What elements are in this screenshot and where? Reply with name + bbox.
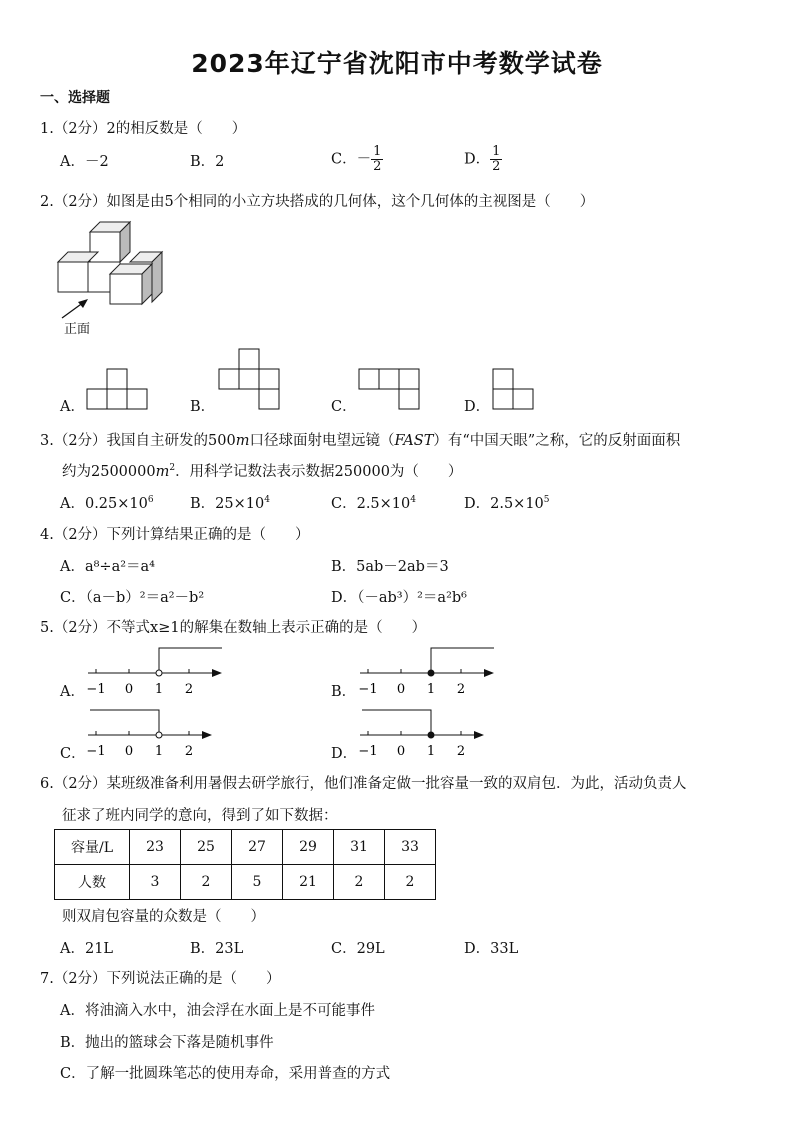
q3-line1-unit: m [235,433,250,449]
q5-a-tick-1: 1 [154,682,164,697]
table-cell: 31 [334,830,385,865]
q3-b-exp: 4 [264,495,270,506]
q2-cube-figure [50,220,170,320]
table-cell: 21 [283,865,334,900]
table-cell: 29 [283,830,334,865]
front-arrow-head [78,299,88,308]
table-cell: 25 [181,830,232,865]
table-cell: 3 [130,865,181,900]
q6-question: 则双肩包容量的众数是（ ） [62,909,265,925]
q5-option-d-numberline[interactable] [360,707,500,762]
q3-line2-pre: 约为2500000 [62,464,156,480]
q5-c-tick-neg1: −1 [86,744,106,759]
q5-b-tick-0: 0 [396,682,406,697]
q1-option-c[interactable] [331,145,383,174]
q3-b-base: B．25×10 [190,496,265,512]
q5-option-a-label[interactable]: A． [60,684,85,700]
table-header-count: 人数 [55,865,130,900]
q3-option-c[interactable] [331,492,416,513]
q7-option-c[interactable]: C．了解一批圆珠笔芯的使用寿命，采用普查的方式 [60,1066,391,1082]
q5-c-tick-1: 1 [154,744,164,759]
q1-option-c-fraction [371,145,383,174]
q5-option-c-numberline[interactable] [88,707,228,762]
q3-option-d[interactable] [464,492,550,513]
q5-d-tick-1: 1 [426,744,436,759]
q1-option-b[interactable]: B．2 [190,154,225,170]
q4-option-b[interactable]: B．5ab－2ab＝3 [331,559,449,575]
table-cell: 27 [232,830,283,865]
q5-d-tick-0: 0 [396,744,406,759]
q2-option-d-figure[interactable] [492,368,536,412]
q5-option-a-numberline[interactable] [88,645,228,700]
table-header-capacity: 容量/L [55,830,130,865]
section-heading: 一、选择题 [40,90,110,106]
q2-option-d-label[interactable]: D． [464,399,491,415]
q3-line1-pre: 3.（2分）我国自主研发的500 [40,433,236,449]
front-label: 正面 [64,322,91,337]
table-cell: 23 [130,830,181,865]
q6-stem-line2: 征求了班内同学的意向，得到了如下数据： [62,808,338,824]
q2-option-c-figure[interactable] [359,368,423,412]
q5-b-tick-1: 1 [426,682,436,697]
q7-option-b[interactable]: B．抛出的篮球会下落是随机事件 [60,1035,274,1051]
q1-d-denominator: 2 [492,159,501,174]
q3-d-exp: 5 [543,495,550,506]
q7-option-a[interactable]: A．将油滴入水中，油会浮在水面上是不可能事件 [60,1003,375,1019]
q4-option-a[interactable]: A．a⁸÷a²＝a⁴ [60,559,155,575]
table-cell: 2 [334,865,385,900]
q5-a-tick-0: 0 [124,682,134,697]
q1-option-d[interactable] [464,145,502,174]
q3-option-a[interactable] [60,492,154,513]
q5-stem: 5.（2分）不等式x≥1的解集在数轴上表示正确的是（ ） [40,620,427,636]
q5-b-tick-2: 2 [456,682,466,697]
q3-c-base: C．2.5×10 [331,496,411,512]
table-cell: 5 [232,865,283,900]
q3-line2-sup: 2 [169,463,176,474]
q3-line2-post: ．用科学记数法表示数据250000为（ ） [175,464,463,480]
q1-stem: 1.（2分）2的相反数是（ ） [40,121,247,137]
table-cell: 33 [385,830,436,865]
q1-option-a[interactable]: A．－2 [60,154,109,170]
q3-option-b[interactable] [190,492,270,513]
q4-option-c[interactable]: C．（a－b）²＝a²－b² [60,590,205,606]
q3-line2-unit: m [155,464,170,480]
q4-option-d[interactable]: D．（－ab³）²＝a²b⁶ [331,590,467,606]
q5-b-tick-neg1: −1 [358,682,378,697]
q5-d-tick-2: 2 [456,744,466,759]
q3-c-exp: 4 [410,495,416,506]
q3-line1-mid: 口径球面射电望远镜（ [249,433,395,449]
q5-option-d-label[interactable]: D． [331,746,358,762]
q5-option-c-label[interactable]: C． [60,746,86,762]
q6-option-c[interactable]: C．29L [331,941,385,957]
table-cell: 2 [385,865,436,900]
q3-d-base: D．2.5×10 [464,496,544,512]
q5-option-b-label[interactable]: B． [331,684,357,700]
q3-a-base: A．0.25×10 [60,496,148,512]
q3-line1-ital: FAST [394,433,434,449]
q1-option-d-prefix: D． [464,151,491,168]
q6-data-table [54,829,436,900]
q5-c-tick-2: 2 [184,744,194,759]
q1-option-d-fraction [490,145,502,174]
q1-c-numerator: 1 [373,144,382,159]
q1-c-denominator: 2 [373,159,382,174]
q2-option-a-figure[interactable] [87,368,151,412]
q2-option-b-label[interactable]: B． [190,399,216,415]
q4-stem: 4.（2分）下列计算结果正确的是（ ） [40,527,310,543]
q2-option-b-figure[interactable] [219,348,283,412]
q3-stem-line1 [40,429,680,450]
table-cell: 2 [181,865,232,900]
q6-option-a[interactable]: A．21L [60,941,114,957]
q3-stem-line2 [62,460,462,481]
q5-a-tick-2: 2 [184,682,194,697]
q6-stem-line1: 6.（2分）某班级准备利用暑假去研学旅行，他们准备定做一批容量一致的双肩包．为此，活动负责人 [40,776,687,792]
q5-option-b-numberline[interactable] [360,645,500,700]
q7-stem: 7.（2分）下列说法正确的是（ ） [40,971,281,987]
table-row [55,865,436,900]
q5-a-tick-neg1: −1 [86,682,106,697]
q6-option-b[interactable]: B．23L [190,941,244,957]
table-row [55,830,436,865]
q2-option-a-label[interactable]: A． [60,399,85,415]
q5-d-tick-neg1: −1 [358,744,378,759]
q2-option-c-label[interactable]: C． [331,399,357,415]
q1-d-numerator: 1 [492,144,501,159]
q2-stem: 2.（2分）如图是由5个相同的小立方块搭成的几何体，这个几何体的主视图是（ ） [40,194,595,210]
q5-c-tick-0: 0 [124,744,134,759]
q3-line1-post: ）有“中国天眼”之称，它的反射面面积 [433,433,681,449]
q3-a-exp: 6 [147,495,154,506]
q1-option-c-prefix: C．－ [331,151,372,168]
q6-option-d[interactable]: D．33L [464,941,519,957]
page-title: 2023年辽宁省沈阳市中考数学试卷 [191,49,603,78]
